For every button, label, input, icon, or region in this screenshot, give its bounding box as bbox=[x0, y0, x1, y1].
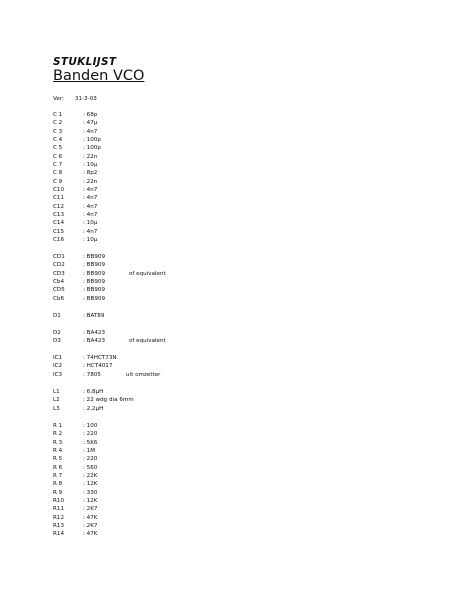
parts-row bbox=[53, 337, 166, 345]
parts-row bbox=[53, 270, 166, 278]
part-value: : 22n bbox=[83, 153, 98, 160]
parts-row bbox=[53, 396, 134, 404]
part-reference: C 6 bbox=[53, 153, 63, 160]
part-reference: C13 bbox=[53, 212, 65, 219]
part-reference: C15 bbox=[53, 228, 65, 235]
parts-row bbox=[53, 278, 105, 286]
resistor-list bbox=[53, 422, 97, 539]
parts-row bbox=[53, 522, 97, 530]
varicap-list bbox=[53, 253, 166, 303]
parts-row bbox=[53, 186, 101, 194]
part-value: : 6,8µH bbox=[83, 389, 104, 395]
part-value: : 2K7 bbox=[83, 523, 98, 530]
parts-row bbox=[53, 371, 161, 379]
part-reference: R13 bbox=[53, 523, 65, 530]
part-value: : 7805 bbox=[83, 371, 101, 378]
parts-row bbox=[53, 530, 97, 538]
parts-row bbox=[53, 144, 101, 152]
diode-list bbox=[53, 329, 166, 346]
part-value: : BA423 bbox=[83, 338, 106, 345]
part-value: : BB909 bbox=[83, 270, 106, 277]
part-reference: C14 bbox=[53, 220, 65, 227]
parts-row bbox=[53, 228, 101, 236]
parts-row bbox=[53, 312, 104, 320]
parts-row bbox=[53, 329, 105, 337]
parts-row bbox=[53, 194, 101, 202]
part-reference: R 6 bbox=[53, 464, 63, 471]
part-reference: L1 bbox=[53, 389, 60, 395]
part-value: : 100p bbox=[83, 145, 101, 152]
part-reference: C12 bbox=[53, 203, 65, 210]
parts-row bbox=[53, 203, 101, 211]
part-note: of equivalent bbox=[129, 270, 166, 277]
part-reference: R 5 bbox=[53, 456, 63, 463]
parts-row bbox=[53, 447, 97, 455]
part-reference: R 1 bbox=[53, 423, 63, 429]
part-value: : 74HCT73N bbox=[83, 355, 117, 361]
part-value: : BB909 bbox=[83, 262, 106, 269]
part-value: : BA423 bbox=[83, 330, 106, 336]
parts-row bbox=[53, 178, 101, 186]
version-label: Ver: bbox=[53, 96, 64, 102]
part-reference: CD1 bbox=[53, 254, 65, 260]
ic-list bbox=[53, 354, 161, 379]
part-reference: C 9 bbox=[53, 178, 63, 185]
parts-row bbox=[53, 136, 101, 144]
part-note: of equivalent bbox=[129, 338, 166, 345]
parts-row bbox=[53, 286, 105, 294]
version-line bbox=[53, 96, 97, 102]
part-reference: Cb6 bbox=[53, 295, 65, 302]
part-value: : 10µ bbox=[83, 220, 98, 227]
part-reference: R14 bbox=[53, 531, 65, 538]
part-reference: C10 bbox=[53, 187, 65, 194]
part-value: : BB909 bbox=[83, 254, 106, 260]
part-reference: C 5 bbox=[53, 145, 63, 152]
part-value: : 8p2 bbox=[83, 170, 98, 177]
part-reference: R 7 bbox=[53, 473, 63, 480]
part-value: : 47K bbox=[83, 531, 98, 538]
diode1-list bbox=[53, 312, 104, 320]
part-reference: R11 bbox=[53, 506, 65, 513]
part-reference: D2 bbox=[53, 330, 61, 336]
parts-row bbox=[53, 236, 101, 244]
parts-row bbox=[53, 489, 97, 497]
part-reference: CD5 bbox=[53, 287, 65, 294]
part-value: : 22n bbox=[83, 178, 98, 185]
part-value: : 4n7 bbox=[83, 187, 98, 194]
part-reference: IC3 bbox=[53, 371, 63, 378]
parts-row bbox=[53, 472, 97, 480]
parts-row bbox=[53, 161, 101, 169]
parts-row bbox=[53, 514, 97, 522]
part-note: uit omzetter bbox=[126, 371, 161, 378]
part-value: : BB909 bbox=[83, 295, 106, 302]
parts-row bbox=[53, 455, 97, 463]
part-value: : 4n7 bbox=[83, 228, 98, 235]
part-value: : 12K bbox=[83, 481, 98, 488]
parts-row bbox=[53, 261, 105, 269]
parts-row bbox=[53, 388, 134, 396]
parts-row bbox=[53, 295, 105, 303]
part-value: : 100p bbox=[83, 137, 101, 144]
part-reference: C 3 bbox=[53, 128, 63, 135]
parts-row bbox=[53, 211, 101, 219]
part-reference: D3 bbox=[53, 338, 61, 345]
parts-row bbox=[53, 362, 117, 370]
parts-row bbox=[53, 354, 117, 362]
part-reference: R 8 bbox=[53, 481, 63, 488]
part-value: : 47K bbox=[83, 514, 98, 521]
part-reference: R 2 bbox=[53, 431, 63, 438]
part-reference: R10 bbox=[53, 498, 65, 505]
parts-row bbox=[53, 253, 105, 261]
part-value: : 4n7 bbox=[83, 128, 98, 135]
part-value: : 4n7 bbox=[83, 195, 98, 202]
part-reference: L3 bbox=[53, 405, 60, 412]
part-reference: Cb4 bbox=[53, 279, 65, 286]
part-reference: D1 bbox=[53, 313, 61, 319]
part-reference: L2 bbox=[53, 397, 60, 404]
part-reference: CD3 bbox=[53, 270, 65, 277]
part-value: : 22 wdg dia 6mm bbox=[83, 397, 134, 404]
part-value: : 1M bbox=[83, 448, 96, 455]
parts-row bbox=[53, 480, 97, 488]
parts-row bbox=[53, 439, 97, 447]
part-value: : BAT89 bbox=[83, 313, 105, 319]
part-value: : 10µ bbox=[83, 162, 98, 169]
parts-row bbox=[53, 464, 97, 472]
part-reference: C 1 bbox=[53, 112, 63, 118]
parts-row bbox=[53, 111, 101, 119]
part-reference: C 7 bbox=[53, 162, 63, 169]
parts-row bbox=[53, 422, 97, 430]
part-value: : 220 bbox=[83, 431, 98, 438]
parts-row bbox=[53, 430, 97, 438]
version-date: 31-3-03 bbox=[75, 96, 97, 102]
document-title: STUKLIJST bbox=[53, 56, 117, 68]
document-subtitle: Banden VCO bbox=[53, 68, 145, 84]
part-reference: C 8 bbox=[53, 170, 63, 177]
part-value: : 330 bbox=[83, 489, 98, 496]
part-value: : 2K7 bbox=[83, 506, 98, 513]
part-value: : 12K bbox=[83, 498, 98, 505]
capacitor-list bbox=[53, 111, 101, 245]
parts-row bbox=[53, 497, 97, 505]
part-reference: CD2 bbox=[53, 262, 65, 269]
part-value: : 560 bbox=[83, 464, 98, 471]
part-reference: R 3 bbox=[53, 439, 63, 446]
part-reference: C11 bbox=[53, 195, 65, 202]
parts-row bbox=[53, 153, 101, 161]
part-reference: R12 bbox=[53, 514, 65, 521]
part-reference: C16 bbox=[53, 237, 65, 244]
parts-row bbox=[53, 505, 97, 513]
parts-row bbox=[53, 119, 101, 127]
part-value: : 4n7 bbox=[83, 212, 98, 219]
part-reference: R 4 bbox=[53, 448, 63, 455]
part-reference: IC1 bbox=[53, 355, 63, 361]
part-value: : 47µ bbox=[83, 120, 98, 127]
parts-row bbox=[53, 128, 101, 136]
part-value: : 5K6 bbox=[83, 439, 98, 446]
coil-list bbox=[53, 388, 134, 413]
part-reference: C 2 bbox=[53, 120, 63, 127]
part-value: : 220 bbox=[83, 456, 98, 463]
part-reference: IC2 bbox=[53, 363, 63, 370]
parts-row bbox=[53, 405, 134, 413]
part-value: : 10µ bbox=[83, 237, 98, 244]
part-reference: R 9 bbox=[53, 489, 63, 496]
part-value: : 2,2µH bbox=[83, 405, 104, 412]
parts-row bbox=[53, 219, 101, 227]
part-value: : 4n7 bbox=[83, 203, 98, 210]
part-value: : 100 bbox=[83, 423, 98, 429]
part-value: : BB909 bbox=[83, 287, 106, 294]
part-value: : 22K bbox=[83, 473, 98, 480]
part-reference: C 4 bbox=[53, 137, 63, 144]
part-value: : BB909 bbox=[83, 279, 106, 286]
part-value: : 68p bbox=[83, 112, 98, 118]
part-value: : HCT4017 bbox=[83, 363, 113, 370]
parts-row bbox=[53, 169, 101, 177]
